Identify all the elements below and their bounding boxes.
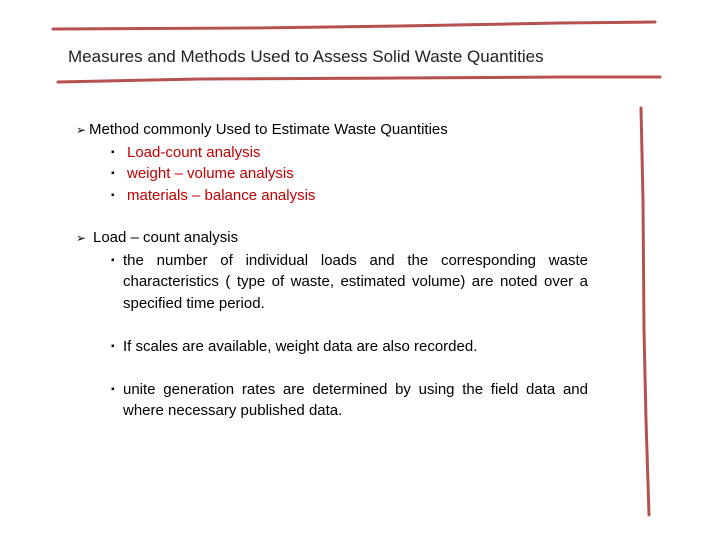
list-item bbox=[76, 379, 588, 422]
list-item bbox=[76, 142, 448, 164]
square-bullet-icon: ▪ bbox=[111, 254, 115, 266]
square-bullet-icon: ▪ bbox=[111, 168, 115, 179]
square-bullet-icon: ▪ bbox=[111, 189, 115, 201]
title-underline bbox=[58, 77, 660, 82]
heading-text: Method commonly Used to Estimate Waste Quantities bbox=[89, 121, 448, 138]
item-text: Load-count analysis bbox=[127, 143, 261, 161]
square-bullet-icon: ▪ bbox=[111, 383, 115, 395]
list-item bbox=[76, 250, 588, 315]
arrow-bullet-icon: ➢ bbox=[76, 231, 87, 245]
detail-list bbox=[76, 250, 588, 422]
list-item bbox=[76, 185, 448, 207]
item-text: the number of individual loads and the corresponding waste characteristics ( type of waste, estimated volume) are noted over a specified time period. bbox=[123, 251, 588, 312]
item-text: weight – volume analysis bbox=[127, 165, 294, 182]
right-margin-line bbox=[641, 108, 649, 515]
section-heading bbox=[76, 119, 448, 142]
list-item bbox=[76, 336, 588, 358]
item-text: materials – balance analysis bbox=[127, 186, 316, 204]
item-text: unite generation rates are determined by using the field data and where necessary published data. bbox=[123, 380, 588, 419]
heading-text: Load – count analysis bbox=[93, 229, 239, 246]
top-rule bbox=[53, 22, 655, 29]
method-list bbox=[76, 142, 448, 207]
section-heading bbox=[76, 227, 588, 250]
arrow-bullet-icon: ➢ bbox=[76, 123, 87, 137]
section-load-count bbox=[76, 227, 588, 422]
list-item bbox=[76, 163, 448, 185]
square-bullet-icon: ▪ bbox=[111, 146, 115, 158]
square-bullet-icon: ▪ bbox=[111, 340, 115, 352]
slide-title: Measures and Methods Used to Assess Solid Waste Quantities bbox=[68, 47, 544, 66]
section-methods bbox=[76, 119, 448, 206]
item-text: If scales are available, weight data are also recorded. bbox=[123, 337, 478, 355]
